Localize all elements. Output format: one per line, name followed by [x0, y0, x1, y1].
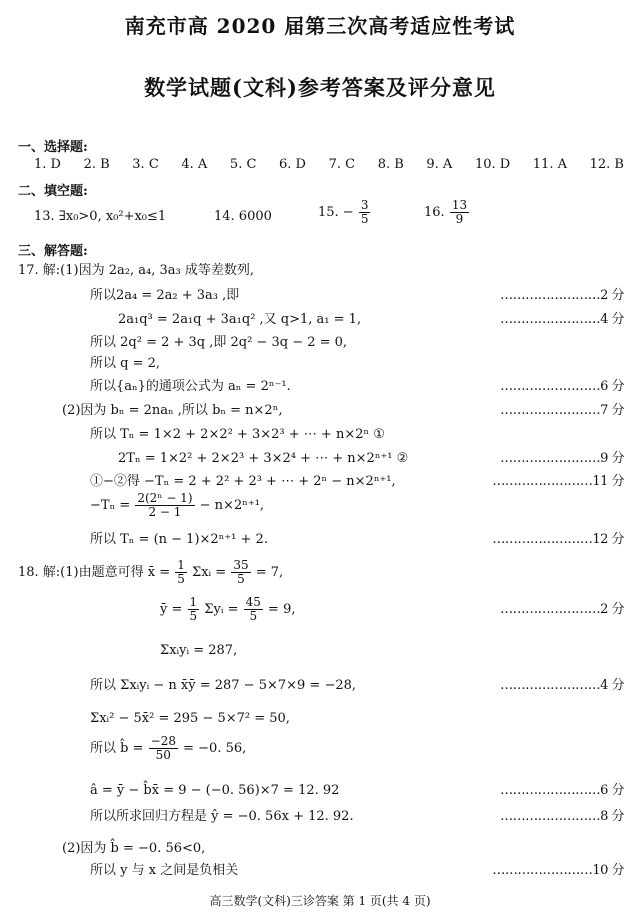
score-mark: ……………………2 分	[500, 602, 624, 617]
fill-answer-16-prefix: 16.	[424, 205, 445, 220]
solution-line: 所以 Σxᵢyᵢ − n x̄ȳ = 287 − 5×7×9 = −28,	[90, 678, 357, 693]
solution-line: â = ȳ − b̂x̄ = 9 − (−0. 56)×7 = 12. 92	[90, 783, 340, 798]
answer-item: 7. C	[328, 157, 356, 172]
ybar-lhs: ȳ =	[160, 602, 183, 617]
solution-line: 所以{aₙ}的通项公式为 aₙ = 2ⁿ⁻¹.	[90, 379, 291, 394]
solution-line: 17. 解:(1)因为 2a₂, a₄, 3a₃ 成等差数列,	[18, 263, 254, 278]
choice-answers	[34, 157, 624, 172]
fraction	[450, 199, 469, 226]
section-heading-solution: 三、解答题:	[18, 244, 88, 259]
fraction	[231, 559, 250, 586]
score-mark: ……………………10 分	[492, 863, 624, 878]
solution-line: (2)因为 bₙ = 2naₙ ,所以 bₙ = n×2ⁿ,	[62, 403, 283, 418]
score-mark: ……………………7 分	[500, 403, 624, 418]
fill-answer-14: 14. 6000	[214, 209, 272, 224]
sum-symbol: Σxᵢ =	[192, 565, 227, 580]
answer-item: 10. D	[474, 157, 511, 172]
page-footer: 高三数学(文科)三诊答案 第 1 页(共 4 页)	[209, 894, 431, 908]
fraction-numerator: 13	[451, 198, 468, 212]
solution-line: 所以 Tₙ = 1×2 + 2×2² + 3×2³ + ⋯ + n×2ⁿ ①	[90, 427, 385, 442]
document-subtitle: 数学试题(文科)参考答案及评分意见	[144, 75, 496, 100]
answer-item: 6. D	[279, 157, 306, 172]
fill-answer-15	[318, 199, 371, 226]
solution-line-xbar	[18, 558, 283, 588]
sum-symbol: Σyᵢ =	[204, 602, 239, 617]
equation-rhs: − n×2ⁿ⁺¹,	[199, 498, 265, 513]
fraction-denominator: 50	[155, 748, 171, 762]
fraction	[244, 596, 263, 623]
fraction-numerator: 3	[360, 198, 369, 212]
answer-item: 11. A	[532, 157, 567, 172]
fraction-denominator: 2 − 1	[148, 505, 182, 519]
fraction-denominator: 5	[189, 609, 198, 623]
section-heading-fill: 二、填空题:	[18, 184, 88, 199]
xbar-lhs: x̄ =	[147, 565, 171, 580]
answer-item: 9. A	[426, 157, 453, 172]
solution-line-neg-tn	[90, 492, 264, 519]
equation-rhs: = 7,	[255, 565, 284, 580]
so-label: 所以	[90, 741, 117, 756]
solution-line: (2)因为 b̂ = −0. 56<0,	[62, 841, 206, 856]
equation-lhs: −Tₙ =	[90, 498, 131, 513]
fill-answer-13: 13. ∃x₀>0, x₀²+x₀≤1	[34, 209, 167, 224]
fraction	[359, 199, 371, 226]
score-mark: ……………………4 分	[500, 312, 624, 327]
document-title: 南充市高 2020 届第三次高考适应性考试	[124, 14, 516, 38]
fraction-numerator: −28	[150, 734, 176, 748]
score-mark: ……………………12 分	[492, 532, 624, 547]
solution-line: 所以 Tₙ = (n − 1)×2ⁿ⁺¹ + 2.	[90, 532, 268, 547]
solution-line-bhat	[90, 734, 246, 764]
score-mark: ……………………2 分	[500, 288, 624, 303]
fraction-denominator: 5	[237, 572, 245, 586]
answer-item: 2. B	[83, 157, 110, 172]
solution-line: Σxᵢ² − 5x̄² = 295 − 5×7² = 50,	[90, 711, 290, 726]
fraction-numerator: 1	[177, 558, 185, 572]
solution-line: 所以 q = 2,	[90, 356, 161, 371]
answer-item: 8. B	[377, 157, 404, 172]
fraction	[149, 735, 178, 762]
answer-item: 12. B	[589, 157, 624, 172]
solution-line: 所以所求回归方程是 ŷ = −0. 56x + 12. 92.	[90, 809, 354, 824]
fill-answer-16	[424, 199, 470, 226]
score-mark: ……………………4 分	[500, 678, 624, 693]
solution-line: 所以 y 与 x 之间是负相关	[90, 863, 239, 878]
fraction-numerator: 2(2ⁿ − 1)	[137, 491, 193, 505]
solution-line-ybar	[160, 595, 295, 625]
answer-item: 4. A	[181, 157, 208, 172]
score-mark: ……………………9 分	[500, 451, 624, 466]
answer-item: 5. C	[229, 157, 257, 172]
section-heading-choice: 一、选择题:	[18, 140, 88, 155]
score-mark: ……………………8 分	[500, 809, 624, 824]
solution-line: ①−②得 −Tₙ = 2 + 2² + 2³ + ⋯ + 2ⁿ − n×2ⁿ⁺¹,	[90, 474, 396, 489]
fraction	[135, 492, 194, 519]
solution-line: 2Tₙ = 1×2² + 2×2³ + 3×2⁴ + ⋯ + n×2ⁿ⁺¹ ②	[118, 451, 409, 466]
equation-rhs: = 9,	[268, 602, 296, 617]
answer-item: 3. C	[132, 157, 159, 172]
fraction-numerator: 45	[245, 595, 261, 609]
solution-line: Σxᵢyᵢ = 287,	[160, 643, 238, 658]
solution-line: 所以 2q² = 2 + 3q ,即 2q² − 3q − 2 = 0,	[90, 335, 348, 350]
fraction	[188, 596, 200, 623]
answer-item: 1. D	[34, 157, 61, 172]
problem-18-intro: 18. 解:(1)由题意可得	[18, 565, 144, 580]
fraction-numerator: 1	[189, 595, 198, 609]
score-mark: ……………………6 分	[500, 783, 624, 798]
fraction-denominator: 5	[177, 572, 185, 586]
fill-answer-15-prefix: 15. −	[318, 205, 354, 220]
solution-line: 所以2a₄ = 2a₂ + 3a₃ ,即	[90, 288, 240, 303]
bhat-lhs: b̂ =	[120, 741, 144, 756]
score-mark: ……………………6 分	[500, 379, 624, 394]
fraction-denominator: 9	[455, 212, 464, 226]
solution-line: 2a₁q³ = 2a₁q + 3a₁q² ,又 q>1, a₁ = 1,	[118, 312, 362, 327]
fraction-denominator: 5	[360, 212, 369, 226]
fraction	[175, 559, 187, 586]
equation-rhs: = −0. 56,	[183, 741, 247, 756]
fraction-numerator: 35	[233, 558, 249, 572]
fraction-denominator: 5	[249, 609, 258, 623]
score-mark: ……………………11 分	[492, 474, 624, 489]
